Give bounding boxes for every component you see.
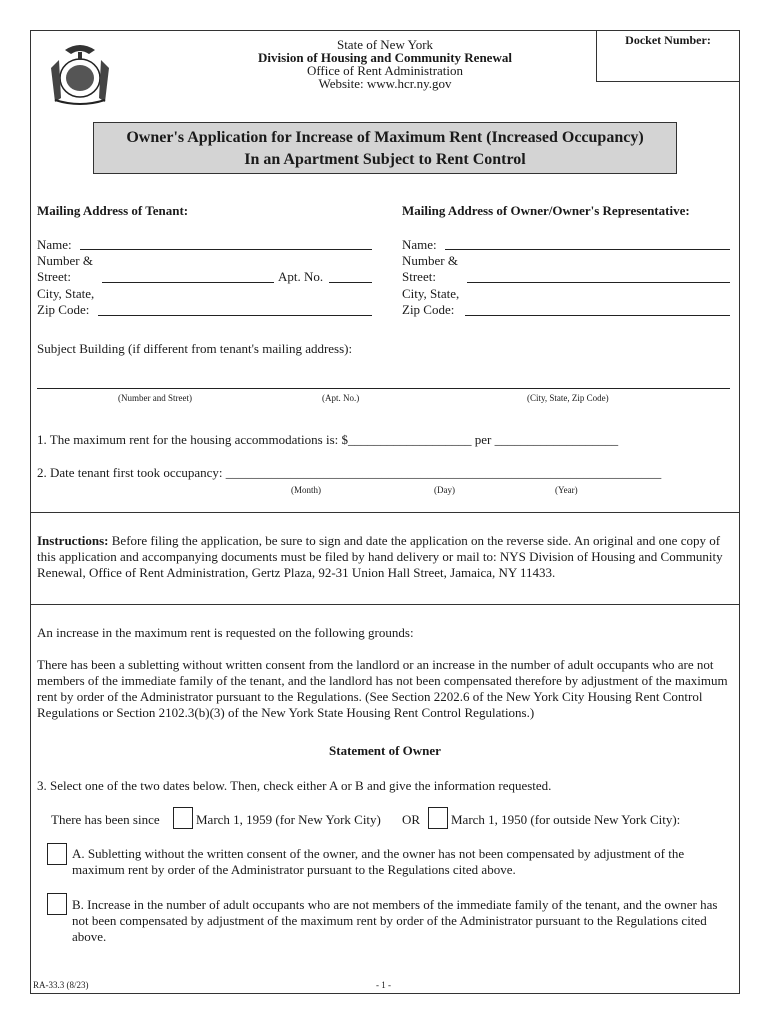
owner-address-heading: Mailing Address of Owner/Owner's Representative: — [402, 203, 690, 218]
option-b-text: B. Increase in the number of adult occupants who are not members of the immediate family of the tenant, and the owner has not been compensated by adjustment of the maximum rent by order of the Administrator pursuant to the Regulations cited above. — [72, 897, 718, 944]
divider-2 — [30, 604, 740, 605]
grounds-text: There has been a subletting without written consent from the landlord or an increase in the number of adult occupants who are not members of the immediate family of the tenant, and the landlord has not been compensated therefore by adjustment of the maximum rent by order of the Administrator pursuant to the Regulations. (See Section 2202.6 of the New York City Housing Rent Control Regulations or Section 2102.3(b)(3) of the New York State Housing Rent Control Regulations.) — [37, 657, 728, 720]
checkbox-outside-nyc[interactable] — [428, 807, 448, 829]
owner-zip-label: Zip Code: — [402, 302, 455, 317]
page-number: - 1 - — [376, 980, 391, 990]
instructions-text: Before filing the application, be sure to sign and date the application on the reverse side. An original and one copy of this application and accompanying documents must be filed by hand delivery or mail to: NYS Division of Housing and Community Renewal, Office of Rent Administration, Gertz Plaza, 92-31 Union Hall Street, Jamaica, NY 11433. — [37, 533, 723, 580]
q2-month-caption: (Month) — [291, 485, 321, 495]
q3-instruction: 3. Select one of the two dates below. Then, check either A or B and give the information requested. — [37, 778, 552, 793]
owner-name-label: Name: — [402, 237, 437, 252]
date-outside-label: March 1, 1950 (for outside New York City): — [451, 812, 681, 827]
docket-number-label: Docket Number: — [625, 33, 711, 47]
tenant-number-label: Number & — [37, 253, 93, 268]
subject-building-label: Subject Building (if different from tenant's mailing address): — [37, 341, 353, 356]
checkbox-option-b[interactable] — [47, 893, 67, 915]
or-label: OR — [402, 812, 421, 827]
tenant-street-label: Street: — [37, 269, 71, 284]
tenant-city-label: City, State, — [37, 286, 95, 301]
q2-year-caption: (Year) — [555, 485, 578, 495]
tenant-city-zip-field[interactable] — [98, 315, 372, 316]
tenant-name-label: Name: — [37, 237, 72, 252]
since-label: There has been since — [51, 812, 160, 827]
form-title — [93, 122, 677, 174]
website: Website: www.hcr.ny.gov — [318, 76, 452, 91]
form-title-line1: Owner's Application for Increase of Maximum Rent (Increased Occupancy) — [126, 129, 644, 146]
tenant-apt-field[interactable] — [329, 282, 372, 283]
building-street-caption: (Number and Street) — [118, 393, 192, 403]
owner-number-label: Number & — [402, 253, 458, 268]
subject-building-field[interactable] — [37, 388, 730, 389]
q2-occupancy-date[interactable]: 2. Date tenant first took occupancy: ___________________________________________________________________ — [37, 465, 662, 480]
divider-1 — [30, 512, 740, 513]
state-name: State of New York — [336, 37, 434, 52]
tenant-zip-label: Zip Code: — [37, 302, 90, 317]
option-a-text: A. Subletting without the written consent of the owner, and the owner has not been compensated by adjustment of the maximum rent by order of the Administrator pursuant to the Regulations cited above. — [72, 846, 685, 877]
q1-maximum-rent[interactable]: 1. The maximum rent for the housing accommodations is: $___________________ per ___________________ — [37, 432, 619, 447]
instructions — [37, 533, 732, 581]
checkbox-nyc[interactable] — [173, 807, 193, 829]
form-title-line2: In an Apartment Subject to Rent Control — [244, 151, 526, 168]
owner-name-field[interactable] — [445, 249, 730, 250]
form-id: RA-33.3 (8/23) — [33, 980, 89, 990]
q2-day-caption: (Day) — [434, 485, 455, 495]
tenant-name-field[interactable] — [80, 249, 372, 250]
owner-street-label: Street: — [402, 269, 436, 284]
office-name: Office of Rent Administration — [306, 63, 464, 78]
building-city-caption: (City, State, Zip Code) — [527, 393, 609, 403]
division-name: Division of Housing and Community Renewal — [258, 50, 512, 65]
grounds-intro: An increase in the maximum rent is requested on the following grounds: — [37, 625, 414, 640]
tenant-address-heading: Mailing Address of Tenant: — [37, 203, 189, 218]
instructions-label: Instructions: — [37, 533, 109, 548]
tenant-apt-label: Apt. No. — [278, 269, 324, 284]
building-apt-caption: (Apt. No.) — [322, 393, 360, 403]
state-seal-icon — [45, 38, 115, 106]
owner-street-field[interactable] — [467, 282, 730, 283]
owner-city-zip-field[interactable] — [465, 315, 730, 316]
owner-city-label: City, State, — [402, 286, 460, 301]
docket-number-box[interactable] — [596, 30, 740, 82]
tenant-street-field[interactable] — [102, 282, 274, 283]
date-nyc-label: March 1, 1959 (for New York City) — [196, 812, 381, 827]
statement-heading: Statement of Owner — [329, 743, 441, 758]
checkbox-option-a[interactable] — [47, 843, 67, 865]
